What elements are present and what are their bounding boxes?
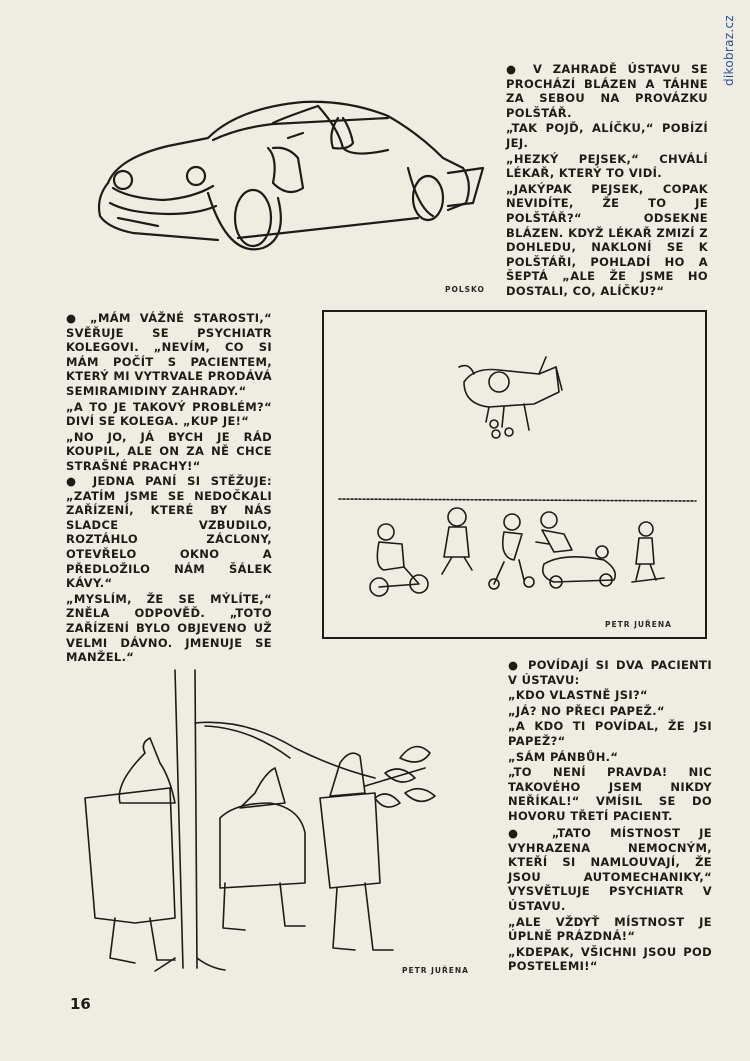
credit-trees: PETR JUŘENA: [402, 966, 469, 975]
joke-gardens-line: „NO JO, JÁ BYCH JE RÁD KOUPIL, ALE ON ZA NĚ CHCE STRAŠNÉ PRACHY!“: [66, 429, 272, 473]
joke-pope-line: „SÁM PÁNBŮH.“: [508, 749, 619, 764]
page-number: 16: [70, 995, 91, 1013]
joke-pillow-line: „TAK POJĎ, ALÍČKU,“ POBÍZÍ JEJ.: [506, 121, 708, 150]
joke-mechanics-line: ● „TATO MÍSTNOST JE VYHRAZENA NEMOCNÝM, KTEŘÍ SI NAMLOUVAJÍ, ŽE JSOU AUTOMECHANIKY,“ VYSVĚTLUJE PSYCHIATR V ÚSTAVU.: [508, 826, 712, 914]
joke-pope: [508, 658, 712, 825]
joke-pope-line: „TO NENÍ PRAVDA! NIC TAKOVÉHO JSEM NIKDY NEŘÍKAL!“ VMÍSIL SE DO HOVORU TŘETÍ PACIENT.: [508, 765, 712, 823]
joke-gardens-line: ● „MÁM VÁŽNÉ STAROSTI,“ SVĚŘUJE SE PSYCHIATR KOLEGOVI. „NEVÍM, CO SI MÁM POČÍT S PACIENTEM, KTERÝ MI VYTRVALE PRODÁVÁ SEMIRAMIDINY ZAHRADY.“: [66, 311, 272, 399]
joke-device: [66, 474, 272, 666]
car-cartoon: [88, 88, 488, 268]
joke-device-line: „MYSLÍM, ŽE SE MÝLÍTE,“ ZNĚLA ODPOVĚĎ. „TOTO ZAŘÍZENÍ BYLO OBJEVENO UŽ VELMI DÁVNO. JMENUJE SE MANŽEL.“: [66, 591, 272, 665]
joke-pope-line: „KDO VLASTNĚ JSI?“: [508, 688, 648, 703]
joke-gardens-line: „A TO JE TAKOVÝ PROBLÉM?“ DIVÍ SE KOLEGA. „KUP JE!“: [66, 399, 272, 429]
joke-mechanics: [508, 826, 712, 975]
watermark: dikobraz.cz: [722, 14, 736, 86]
joke-pillow-line: „JAKÝPAK PEJSEK, COPAK NEVIDÍTE, ŽE TO JE POLŠTÁŘ?“ ODSEKNE BLÁZEN. KDYŽ LÉKAŘ ZMIZÍ Z DOHLEDU, NAKLONÍ SE K POLŠTÁŘI, POHLADÍ HO A ŠEPTÁ „ALE ŽE JSME HO DOSTALI, CO, ALÍČKU?“: [506, 181, 708, 298]
joke-mechanics-line: „KDEPAK, VŠICHNI JSOU POD POSTELEMI!“: [508, 944, 712, 974]
joke-device-line: ● JEDNA PANÍ SI STĚŽUJE: „ZATÍM JSME SE NEDOČKALI ZAŘÍZENÍ, KTERÉ BY NÁS SLADCE VZBUDILO, ROZTÁHLO ZÁCLONY, OTEVŘELO OKNO A PŘEDLOŽILO NÁM ŠÁLEK KÁVY.“: [66, 474, 272, 591]
trees-cartoon: [75, 668, 440, 973]
joke-gardens: [66, 311, 272, 475]
credit-playground: PETR JUŘENA: [605, 620, 672, 629]
playground-cartoon: [324, 312, 705, 637]
joke-pillow-line: ● V ZAHRADĚ ÚSTAVU SE PROCHÁZÍ BLÁZEN A TÁHNE ZA SEBOU NA PROVÁZKU POLŠTÁŘ.: [506, 62, 708, 120]
joke-pope-line: ● POVÍDAJÍ SI DVA PACIENTI V ÚSTAVU:: [508, 658, 712, 687]
joke-mechanics-line: „ALE VŽDYŤ MÍSTNOST JE ÚPLNĚ PRÁZDNÁ!“: [508, 914, 712, 944]
credit-car: POLSKO: [445, 285, 485, 294]
joke-pope-line: „A KDO TI POVÍDAL, ŽE JSI PAPEŽ?“: [508, 719, 712, 748]
joke-pillow-line: „HEZKÝ PEJSEK,“ CHVÁLÍ LÉKAŘ, KTERÝ TO VIDÍ.: [506, 151, 708, 181]
joke-pillow: [506, 62, 708, 300]
joke-pope-line: „JÁ? NO PŘECI PAPEŽ.“: [508, 703, 665, 718]
